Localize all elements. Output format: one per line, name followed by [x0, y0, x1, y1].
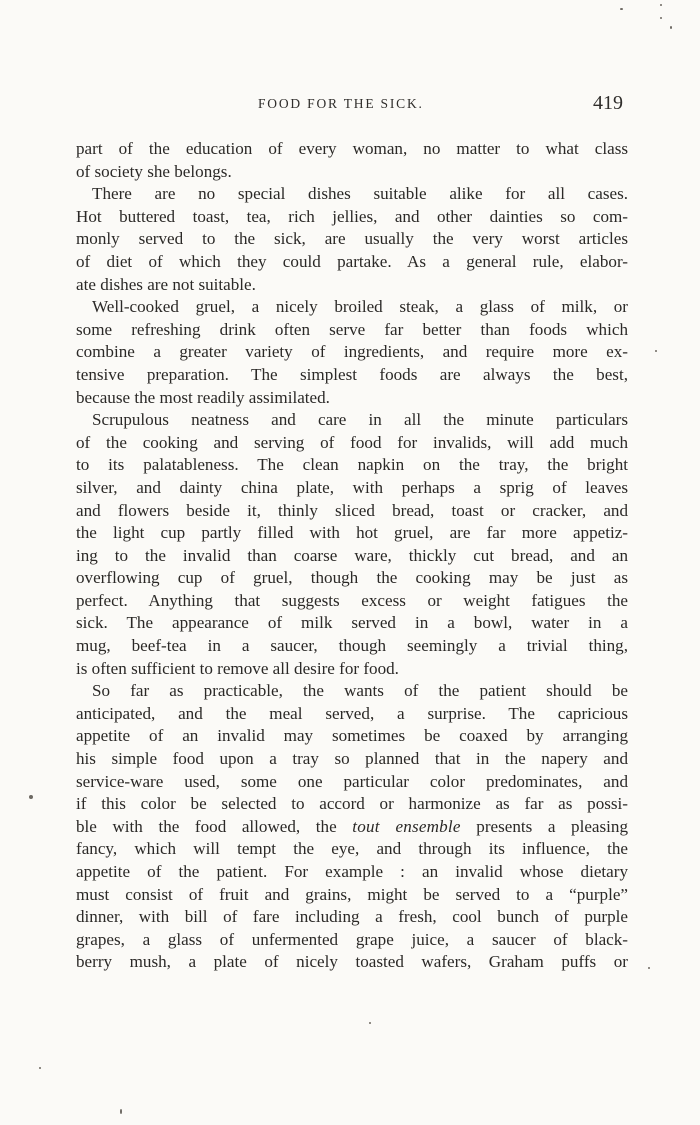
text-line: overflowing cup of gruel, though the cooking may be just as [76, 568, 628, 588]
paragraph-first-line: There are no special dishes suitable alike for all cases. [92, 184, 628, 204]
page-speck [660, 17, 662, 19]
body-text [76, 138, 628, 974]
page-speck [39, 1067, 41, 1069]
text-line: of the cooking and serving of food for invalids, will add much [76, 432, 628, 452]
text-line-with-emphasis [76, 816, 628, 839]
text-line: Hot buttered toast, tea, rich jellies, and other dainties so com- [76, 206, 628, 226]
text-line: part of the education of every woman, no matter to what class [76, 139, 628, 158]
page-speck [369, 1022, 371, 1024]
page-speck [648, 967, 650, 969]
text-line: combine a greater variety of ingredients, and require more ex- [76, 342, 628, 362]
text-line: to its palatableness. The clean napkin on the tray, the bright [76, 455, 628, 475]
italic-phrase: tout ensemble [352, 816, 461, 836]
text-line: the light cup partly filled with hot gruel, are far more appetiz- [76, 523, 628, 543]
text-line: berry mush, a plate of nicely toasted wafers, Graham puffs or [76, 952, 628, 972]
text-line: must consist of fruit and grains, might be served to a “purple” [76, 884, 628, 904]
text-line: of society she belongs. [76, 161, 232, 181]
paragraph-first-line: Scrupulous neatness and care in all the minute particulars [92, 410, 628, 430]
page-speck [120, 1109, 122, 1114]
text-line: anticipated, and the meal served, a surprise. The capricious [76, 703, 628, 723]
paragraph-first-line: So far as practicable, the wants of the patient should be [92, 681, 628, 701]
text-line: service-ware used, some one particular color predominates, and [76, 771, 628, 791]
text-line: is often sufficient to remove all desire for food. [76, 658, 399, 678]
paragraph-first-line: Well-cooked gruel, a nicely broiled steak, a glass of milk, or [92, 297, 628, 317]
page-speck [670, 26, 672, 29]
page-speck [655, 350, 657, 352]
page-number: 419 [593, 92, 623, 114]
text-line: silver, and dainty china plate, with perhaps a sprig of leaves [76, 477, 628, 497]
text-line: if this color be selected to accord or harmonize as far as possi- [76, 794, 628, 814]
page-speck [620, 8, 623, 10]
page-speck [29, 795, 33, 799]
text-line: ate dishes are not suitable. [76, 274, 256, 294]
text-line: monly served to the sick, are usually the very worst articles [76, 229, 628, 249]
text-line: tensive preparation. The simplest foods are always the best, [76, 364, 628, 384]
text-line: appetite of an invalid may sometimes be coaxed by arranging [76, 726, 628, 746]
text-line: grapes, a glass of unfermented grape juice, a saucer of black- [76, 929, 628, 949]
text-line: some refreshing drink often serve far better than foods which [76, 319, 628, 339]
text-line: his simple food upon a tray so planned that in the napery and [76, 749, 628, 769]
page-speck [660, 4, 662, 6]
text-line: fancy, which will tempt the eye, and through its influence, the [76, 839, 628, 859]
text-line: dinner, with bill of fare including a fresh, cool bunch of purple [76, 907, 628, 927]
text-line: appetite of the patient. For example : an invalid whose dietary [76, 862, 628, 881]
text-line: because the most readily assimilated. [76, 387, 330, 407]
text-line: sick. The appearance of milk served in a bowl, water in a [76, 613, 628, 633]
running-head: FOOD FOR THE SICK. [258, 96, 424, 111]
text-line: mug, beef-tea in a saucer, though seemingly a trivial thing, [76, 636, 628, 656]
page-header [0, 92, 700, 120]
text-line: of diet of which they could partake. As a general rule, elabor- [76, 251, 628, 271]
text-segment: presents a pleasing [476, 816, 628, 836]
text-segment: ble with the food allowed, the [76, 816, 337, 836]
text-line: and flowers beside it, thinly sliced bread, toast or cracker, and [76, 500, 628, 520]
text-line: perfect. Anything that suggests excess or weight fatigues the [76, 590, 628, 610]
text-line: ing to the invalid than coarse ware, thickly cut bread, and an [76, 545, 628, 565]
